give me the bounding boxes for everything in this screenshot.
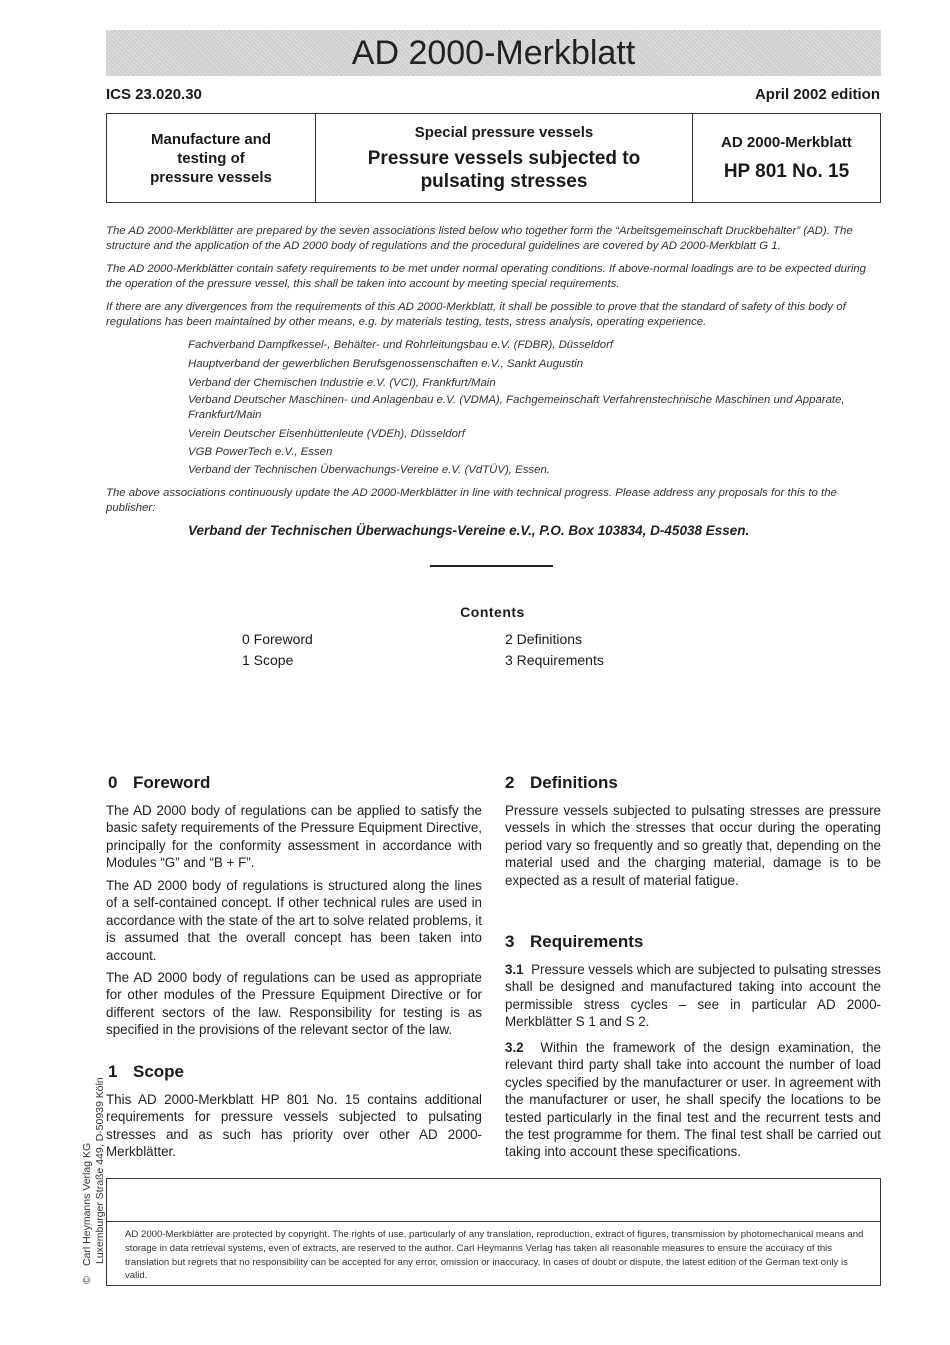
contents-heading: Contents (460, 604, 525, 620)
publisher-sidebar (81, 1077, 107, 1284)
copyright-notice: AD 2000-Merkblätter are protected by copyright. The rights of use, particularly of any translation, reproduction, extract of figures, transmission by photomechanical means and storage in data retrieval systems, even of extracts, are reserved to the author. Carl Heymanns Verlag has taken all reasonable measures to ensure the accuracy of this translation but regrets that no responsibility can be accepted for any error, omission or inaccuracy. In cases of doubt or dispute, the latest edition of the German text only is valid. (125, 1229, 864, 1282)
section-number: 1 (108, 1062, 118, 1081)
association-item: Verband der Technischen Überwachungs-Vereine e.V. (VdTÜV), Essen. (188, 464, 550, 476)
toc-item[interactable]: 1 Scope (242, 652, 294, 668)
toc-item[interactable]: 0 Foreword (242, 631, 313, 647)
requirement-number: 3.2 (505, 1040, 524, 1055)
section-heading-requirements (505, 932, 643, 952)
update-note: The above associations continuously update the AD 2000-Merkblätter in line with technical progress. Please address any proposals for this to the publisher: (106, 487, 837, 514)
association-item: VGB PowerTech e.V., Essen (188, 446, 333, 458)
section-title: Definitions (530, 773, 618, 792)
association-item: Verband der Chemischen Industrie e.V. (VCI), Frankfurt/Main (188, 377, 496, 389)
section-number: 2 (505, 773, 515, 792)
header-table (106, 113, 881, 203)
doc-series: AD 2000-Merkblatt (721, 133, 852, 151)
requirement-text: Within the framework of the design examination, the relevant third party shall take into account the number of load cycles specified by the manufacturer or user. In agreement with the manufacturer or user, he shall specify the locations to be tested particularly in the final test and the recurrent tests and the test programme for them. The final test shall be carried out taking into account these specifications. (505, 1040, 881, 1160)
scope-paragraph: This AD 2000-Merkblatt HP 801 No. 15 contains additional requirements for pressure vessels subjected to pulsating stresses and as such has priority over other AD 2000-Merkblätter. (106, 1092, 482, 1160)
sidebar-line: Luxemburger Straße 449, D-50939 Köln (94, 1077, 106, 1264)
copyright-symbol: © (81, 1276, 93, 1284)
category-line: pressure vessels (150, 168, 272, 186)
doc-number-cell (693, 114, 880, 202)
document-title-line: pulsating stresses (420, 170, 588, 192)
foreword-paragraph: The AD 2000 body of regulations can be applied to satisfy the basic safety requirements of the Pressure Equipment Directive, principally for the conformity assessment in accordance with Modules “G” and “B + F”. (106, 803, 482, 871)
section-number: 3 (505, 932, 515, 951)
toc-item[interactable]: 2 Definitions (505, 631, 583, 647)
intro-paragraph: If there are any divergences from the requirements of this AD 2000-Merkblatt, it shall be possible to prove that the standard of safety of this body of regulations has been maintained by other means, e.g. by materials testing, tests, stress analysis, operating experience. (106, 301, 846, 328)
section-title: Foreword (133, 773, 211, 792)
sidebar-line: Carl Heymanns Verlag KG (81, 1142, 93, 1266)
footer-divider (107, 1221, 880, 1222)
requirement-text: Pressure vessels which are subjected to pulsating stresses shall be designed and manufactured taking into account the permissible stress cycles – see in particular AD 2000-Merkblätter S 1 and S 2. (505, 962, 881, 1030)
definitions-paragraph: Pressure vessels subjected to pulsating stresses are pressure vessels in which the stresses that occur during the operating period vary so frequently and so greatly that, depending on the material used and the charging material, damage is to be expected as a result of material fatigue. (505, 803, 881, 888)
section-divider (430, 565, 553, 567)
section-title: Scope (133, 1062, 185, 1081)
category-line: Manufacture and (150, 130, 271, 148)
ics-code: ICS 23.020.30 (106, 86, 202, 103)
association-item: Hauptverband der gewerblichen Berufsgenossenschaften e.V., Sankt Augustin (188, 358, 584, 370)
title-cell (315, 114, 693, 202)
association-item: Fachverband Dampfkessel-, Behälter- und Rohrleitungsbau e.V. (FDBR), Düsseldorf (188, 339, 614, 351)
section-heading-scope (108, 1062, 184, 1082)
toc-item[interactable]: 3 Requirements (505, 652, 604, 668)
requirement-number: 3.1 (505, 962, 524, 977)
association-item: Verband Deutscher Maschinen- und Anlagenbau e.V. (VDMA), Fachgemeinschaft Verfahrenstechnische Maschinen und Apparate, Frankfurt/Main (188, 394, 845, 421)
doc-number: HP 801 No. 15 (723, 160, 850, 182)
requirement-item (505, 1039, 881, 1161)
foreword-paragraph: The AD 2000 body of regulations can be used as appropriate for other modules of the Pressure Equipment Directive or for different sectors of the law. Responsibility for testing is as specified in the provisions of the relevant sector of the law. (106, 970, 482, 1038)
intro-paragraph: The AD 2000-Merkblätter are prepared by the seven associations listed below who together form the “Arbeitsgemeinschaft Druckbehälter” (AD). The structure and the application of the AD 2000 body of regulations and the procedural guidelines are covered by AD 2000-Merkblatt G 1. (106, 225, 853, 252)
document-title-banner: AD 2000-Merkblatt (106, 30, 881, 76)
association-item: Verein Deutscher Eisenhüttenleute (VDEh), Düsseldorf (188, 428, 465, 440)
section-heading-definitions (505, 773, 618, 793)
document-title-line: Pressure vessels subjected to (367, 147, 641, 169)
edition-date: April 2002 edition (754, 86, 880, 103)
publisher-address: Verband der Technischen Überwachungs-Vereine e.V., P.O. Box 103834, D-45038 Essen. (188, 523, 750, 538)
category-cell (107, 114, 315, 202)
foreword-paragraph: The AD 2000 body of regulations is structured along the lines of a self-contained concept. If other technical rules are used in accordance with the state of the art to solve related problems, it is assumed that the overall concept has been taken into account. (106, 878, 482, 963)
requirement-item (505, 961, 881, 1031)
intro-paragraph: The AD 2000-Merkblätter contain safety requirements to be met under normal operating conditions. If above-normal loadings are to be expected during the operation of the pressure vessel, this shall be taken into account by meeting special requirements. (106, 263, 867, 290)
section-number: 0 (108, 773, 118, 792)
category-line: testing of (177, 149, 245, 167)
section-heading-foreword (108, 773, 210, 793)
section-title: Requirements (530, 932, 644, 951)
document-subtitle: Special pressure vessels (414, 123, 594, 141)
